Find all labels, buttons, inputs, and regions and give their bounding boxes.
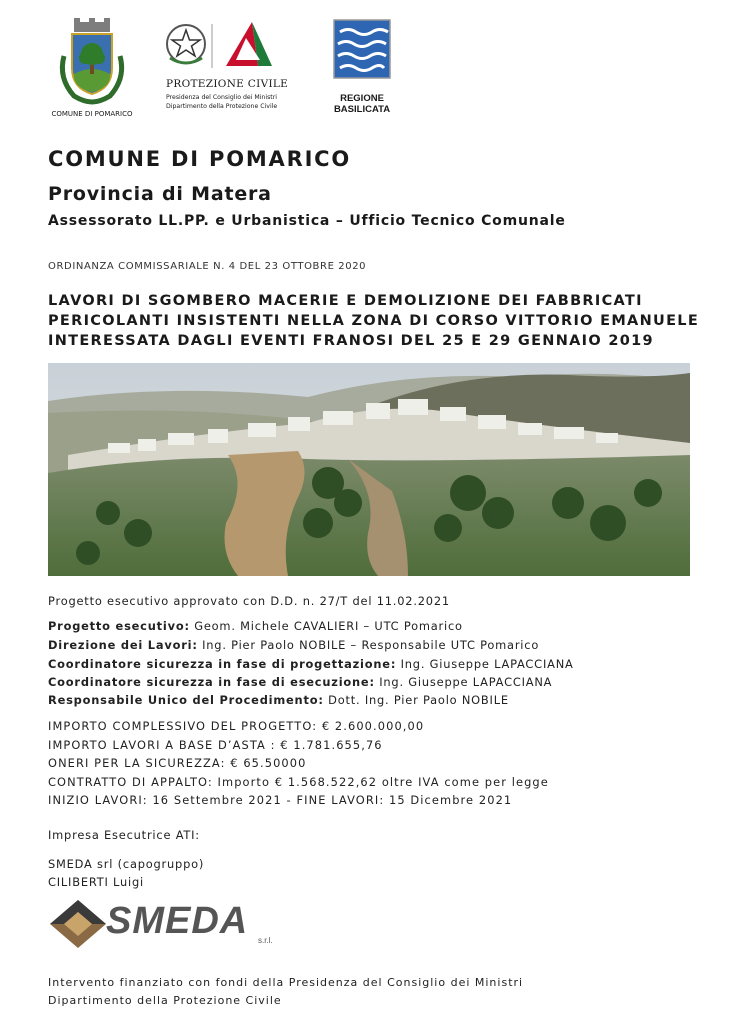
smeda-logo-text: SMEDA [106, 900, 249, 942]
role-value: Geom. Michele CAVALIERI – UTC Pomarico [189, 619, 463, 633]
comune-logo-caption: COMUNE DI POMARICO [51, 110, 133, 118]
role-line [48, 619, 463, 633]
protezione-civile-sub1: Presidenza del Consiglio dei Ministri [166, 94, 277, 101]
protezione-civile-emblem-icon [162, 18, 296, 74]
protezione-civile-title: PROTEZIONE CIVILE [166, 78, 289, 90]
role-line [48, 638, 539, 652]
role-line [48, 675, 552, 689]
comune-pomarico-logo [52, 16, 132, 122]
regione-caption-line1: REGIONE [340, 93, 384, 104]
importo-line: ONERI PER LA SICUREZZA: € 65.50000 [48, 756, 307, 770]
role-label: Coordinatore sicurezza in fase di progettazione: [48, 657, 397, 671]
importo-line: IMPORTO COMPLESSIVO DEL PROGETTO: € 2.600.000,00 [48, 719, 425, 733]
smeda-logo-suffix: s.r.l. [258, 936, 273, 945]
role-value: Ing. Giuseppe LAPACCIANA [396, 657, 574, 671]
assessorato-heading: Assessorato LL.PP. e Urbanistica – Ufficio Tecnico Comunale [48, 213, 566, 229]
importo-line: CONTRATTO DI APPALTO: Importo € 1.568.522,62 oltre IVA come per legge [48, 775, 549, 789]
regione-shield-icon [330, 18, 394, 80]
role-label: Progetto esecutivo: [48, 619, 190, 633]
comune-heading: COMUNE DI POMARICO [48, 147, 352, 171]
role-value: Ing. Pier Paolo NOBILE – Responsabile UTC Pomarico [197, 638, 540, 652]
impresa-heading: Impresa Esecutrice ATI: [48, 828, 200, 842]
role-label: Coordinatore sicurezza in fase di esecuzione: [48, 675, 375, 689]
regione-caption-line2: BASILICATA [333, 104, 391, 115]
smeda-logo [48, 898, 298, 950]
footer-line-1: Intervento finanziato con fondi della Presidenza del Consiglio dei Ministri [48, 976, 524, 989]
comune-crest-icon [52, 16, 132, 108]
role-label: Direzione dei Lavori: [48, 638, 198, 652]
smeda-diamond-icon [48, 898, 108, 950]
impresa-member: SMEDA srl (capogruppo) [48, 857, 205, 871]
role-line [48, 693, 509, 707]
landslide-aerial-photo [48, 363, 690, 576]
project-title-line-2: PERICOLANTI INSISTENTI NELLA ZONA DI CORSO VITTORIO EMANUELE [48, 313, 700, 329]
role-value: Ing. Giuseppe LAPACCIANA [374, 675, 553, 689]
footer-line-2: Dipartimento della Protezione Civile [48, 994, 282, 1007]
protezione-civile-logo [162, 18, 296, 122]
regione-basilicata-logo [330, 18, 394, 118]
impresa-member: CILIBERTI Luigi [48, 875, 144, 889]
ordinanza-line: ORDINANZA COMMISSARIALE N. 4 DEL 23 OTTOBRE 2020 [48, 261, 367, 272]
role-value: Dott. Ing. Pier Paolo NOBILE [323, 693, 509, 707]
provincia-heading: Provincia di Matera [48, 183, 272, 205]
protezione-civile-sub2: Dipartimento della Protezione Civile [166, 103, 278, 110]
importo-line: IMPORTO LAVORI A BASE D’ASTA : € 1.781.655,76 [48, 738, 383, 752]
project-title-line-1: LAVORI DI SGOMBERO MACERIE E DEMOLIZIONE DEI FABBRICATI [48, 293, 643, 309]
project-title-line-3: INTERESSATA DAGLI EVENTI FRANOSI DEL 25 E 29 GENNAIO 2019 [48, 333, 654, 349]
importo-line: INIZIO LAVORI: 16 Settembre 2021 - FINE LAVORI: 15 Dicembre 2021 [48, 793, 513, 807]
role-label: Responsabile Unico del Procedimento: [48, 693, 324, 707]
progetto-approvato-line: Progetto esecutivo approvato con D.D. n. 27/T del 11.02.2021 [48, 594, 450, 608]
role-line [48, 657, 574, 671]
